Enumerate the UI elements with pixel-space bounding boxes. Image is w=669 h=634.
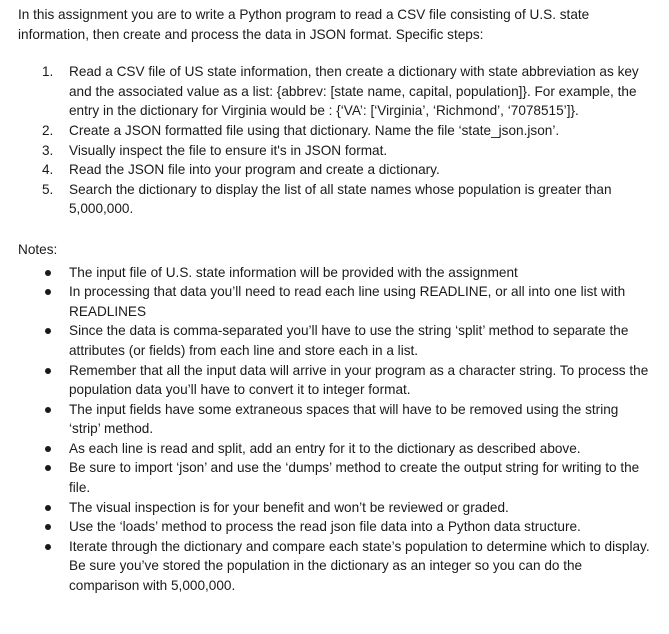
intro-paragraph: In this assignment you are to write a Python program to read a CSV file consisting of U.S. state information, then create and process the data in JSON format. Specific steps:: [18, 7, 590, 42]
step-item: [18, 141, 651, 161]
note-item: [18, 361, 651, 400]
step-text: Create a JSON formatted file using that dictionary. Name the file ‘state_json.json’.: [69, 122, 560, 138]
note-item: [18, 517, 651, 537]
note-text: In processing that data you’ll need to read each line using READLINE, or all into one list with READLINES: [69, 284, 626, 319]
step-item: [18, 121, 651, 141]
step-text: Read a CSV file of US state information, then create a dictionary with state abbreviation as key and the associated value as a list: {abbrev: [state name, capital, population]}. For example, the entry in the dictionary for Virginia would be : {‘VA’: [‘Virginia’, ‘Richmond’, ‘7078515’]}.: [69, 64, 639, 119]
notes-list: [18, 263, 651, 596]
step-number: 3.: [42, 142, 54, 158]
step-text: Read the JSON file into your program and create a dictionary.: [69, 162, 440, 178]
step-number: 4.: [42, 162, 54, 178]
step-number: 1.: [42, 64, 54, 80]
bullet-icon: [45, 524, 51, 530]
note-text: The input file of U.S. state information will be provided with the assignment: [69, 264, 518, 280]
step-text: Search the dictionary to display the list of all state names whose population is greater than 5,000,000.: [69, 181, 612, 217]
note-item: [18, 263, 651, 283]
bullet-icon: [45, 368, 51, 374]
note-item: [18, 400, 651, 439]
bullet-icon: [45, 465, 51, 471]
note-text: Iterate through the dictionary and compare each state’s population to determine which to display. Be sure you’ve stored the population in the dictionary as an integer so you can do the comparison with 5,000,000.: [69, 538, 650, 594]
step-text: Visually inspect the file to ensure it's in JSON format.: [69, 142, 388, 158]
note-text: As each line is read and split, add an entry for it to the dictionary as described above.: [69, 440, 581, 456]
note-text: The input fields have some extraneous spaces that will have to be removed using the string ‘strip’ method.: [69, 401, 619, 437]
step-item: [18, 62, 651, 121]
note-text: Be sure to import ‘json’ and use the ‘dumps’ method to create the output string for writing to the file.: [69, 460, 640, 496]
step-item: [18, 160, 651, 180]
note-item: [18, 282, 651, 321]
note-item: [18, 439, 651, 459]
bullet-icon: [45, 505, 51, 511]
note-text: Remember that all the input data will arrive in your program as a character string. To process the population data you’ll have to convert it to integer format.: [69, 362, 649, 398]
bullet-icon: [45, 289, 51, 295]
bullet-icon: [45, 407, 51, 413]
note-item: [18, 498, 651, 518]
bullet-icon: [45, 446, 51, 452]
step-number: 5.: [42, 181, 54, 197]
bullet-icon: [45, 328, 51, 334]
note-text: Use the ‘loads’ method to process the read json file data into a Python data structure.: [69, 519, 581, 535]
step-item: [18, 180, 651, 219]
bullet-icon: [45, 270, 51, 276]
note-text: The visual inspection is for your benefit and won’t be reviewed or graded.: [69, 499, 509, 515]
steps-list: [18, 62, 651, 219]
notes-heading: Notes:: [18, 241, 58, 257]
note-item: [18, 537, 651, 596]
note-text: Since the data is comma-separated you’ll have to use the string ‘split’ method to separate the attributes (or fields) from each line and store each in a list.: [69, 323, 629, 358]
note-item: [18, 458, 651, 497]
step-number: 2.: [42, 122, 54, 138]
note-item: [18, 321, 651, 360]
bullet-icon: [45, 544, 51, 550]
